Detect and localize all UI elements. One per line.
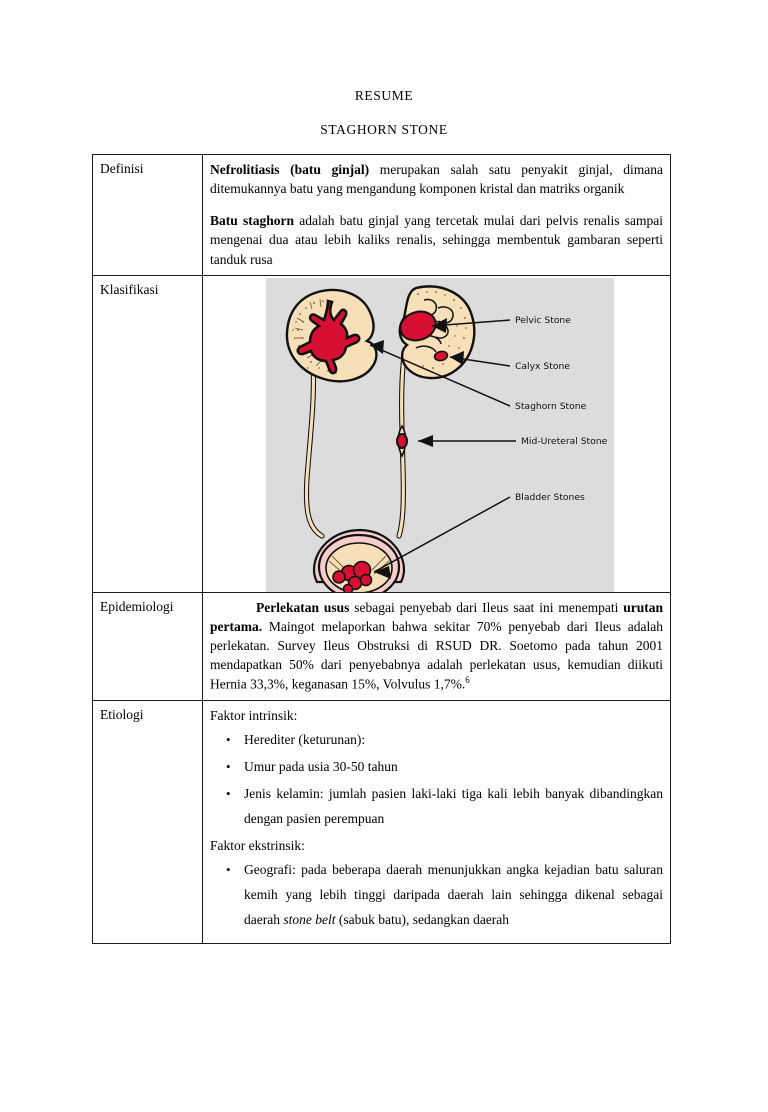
label-bladder-stones: Bladder Stones <box>515 491 585 503</box>
list-item: • Umur pada usia 30-50 tahun <box>244 755 663 780</box>
etiologi-intrinsic-list <box>210 728 663 832</box>
epidemiologi-paragraph <box>210 598 663 694</box>
list-item: • Herediter (keturunan): <box>244 728 663 753</box>
row-content-klasifikasi <box>203 275 671 592</box>
etiologi-intrinsic-heading: Faktor intrinsik: <box>210 708 298 724</box>
page-subtitle: STAGHORN STONE <box>320 122 448 137</box>
list-item: • Jenis kelamin: jumlah pasien laki-laki tiga kali lebih banyak dibandingkan dengan pasien perempuan <box>244 782 663 832</box>
row-content-definisi <box>203 155 671 276</box>
definisi-paragraph-1 <box>210 160 663 198</box>
urinary-tract-stone-diagram <box>266 278 614 592</box>
definisi-bold-lead-1: Nefrolitiasis (batu ginjal) <box>210 162 370 177</box>
label-pelvic-stone: Pelvic Stone <box>515 314 571 326</box>
epidemiologi-mid-a: sebagai penyebab dari Ileus saat ini menempati <box>349 599 624 615</box>
definisi-bold-lead-2: Batu staghorn <box>210 213 295 229</box>
geografi-text-italic: stone belt <box>283 912 336 928</box>
epidemiologi-tail: Maingot melaporkan bahwa sekitar 70% penyebab dari Ileus adalah perlekatan. Survey Ileus Obstruksi di RSUD DR. Soetomo pada tahun 2001 mendapatkan 50% dari penyebabnya adalah perlekatan usus, kemudian diikuti Hernia 33,3%, keganasan 15%, Volvulus 1,7%. <box>210 618 663 692</box>
epidemiologi-bold-b: urutan pertama. <box>210 599 663 634</box>
geografi-text-post: (sabuk batu), sedangkan daerah <box>335 912 510 928</box>
resume-table <box>92 154 671 944</box>
definisi-paragraph-2 <box>210 211 663 268</box>
table-row-etiologi <box>93 701 671 944</box>
table-row-epidemiologi <box>93 592 671 700</box>
label-calyx-stone: Calyx Stone <box>515 360 570 372</box>
row-label-epidemiologi: Epidemiologi <box>93 592 203 700</box>
epidemiologi-bold-a: Perlekatan usus <box>256 599 350 615</box>
etiologi-extrinsic-heading: Faktor ekstrinsik: <box>210 838 305 854</box>
label-staghorn-stone: Staghorn Stone <box>515 400 587 412</box>
table-row-definisi <box>93 155 671 276</box>
mid-ureteral-stone-shape <box>397 434 407 448</box>
row-label-klasifikasi: Klasifikasi <box>93 275 203 592</box>
label-mid-ureteral-stone: Mid-Ureteral Stone <box>521 435 608 447</box>
etiologi-extrinsic-list <box>210 858 663 933</box>
list-item <box>244 858 663 933</box>
epidemiologi-footnote-marker: 6 <box>465 675 470 686</box>
geografi-text-pre: Geografi: pada beberapa daerah menunjukkan angka kejadian batu saluran kemih yang lebih tinggi daripada daerah lain sehingga dikenal sebagai daerah <box>244 862 663 928</box>
row-content-etiologi <box>203 701 671 944</box>
row-label-etiologi: Etiologi <box>93 701 203 944</box>
document-page <box>0 88 768 1112</box>
table-row-klasifikasi <box>93 275 671 592</box>
row-label-definisi: Definisi <box>93 155 203 276</box>
page-title: RESUME <box>354 88 414 103</box>
diagram-wrapper <box>203 276 670 592</box>
definisi-text-2: adalah batu ginjal yang tercetak mulai dari pelvis renalis sampai mengenai dua atau lebih kaliks renalis, sehingga membentuk gambaran seperti tanduk rusa <box>210 213 664 267</box>
definisi-text-1: merupakan salah satu penyakit ginjal, dimana ditemukannya batu yang mengandung komponen kristal dan matriks organik <box>210 162 664 197</box>
row-content-epidemiologi <box>203 592 671 700</box>
